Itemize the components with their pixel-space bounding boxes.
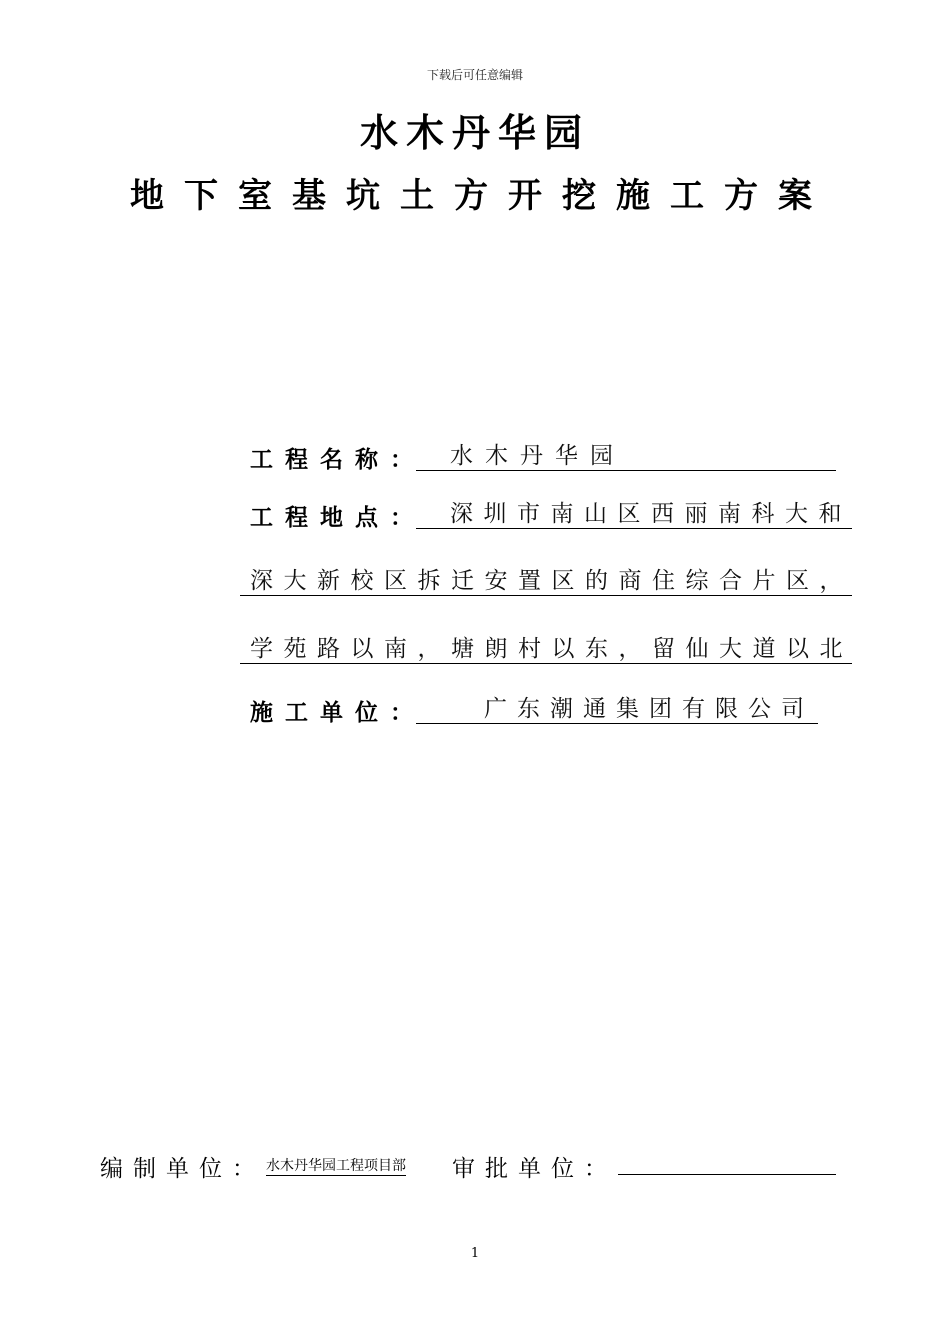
location-line-2: 深大新校区拆迁安置区的商住综合片区， <box>240 566 852 596</box>
contractor-value: 广东潮通集团有限公司 <box>416 694 818 724</box>
approver-blank-line <box>618 1174 836 1175</box>
page-number: 1 <box>470 1246 480 1261</box>
location-line-1: 深圳市南山区西丽南科大和 <box>416 499 852 529</box>
compiler-value: 水木丹华园工程项目部 <box>266 1158 406 1174</box>
header-note: 下载后可任意编辑 <box>426 68 523 82</box>
project-name-value: 水木丹华园 <box>416 441 836 471</box>
document-title: 水木丹华园 <box>359 111 590 155</box>
approver-label: 审批单位： <box>452 1156 617 1182</box>
location-label: 工程地点： <box>250 505 425 531</box>
contractor-label: 施工单位： <box>250 700 425 726</box>
project-name-label: 工程名称： <box>250 447 425 473</box>
compiler-label: 编制单位： <box>100 1156 265 1182</box>
document-subtitle: 地下室基坑土方开挖施工方案 <box>130 176 832 216</box>
location-line-3: 学苑路以南，塘朗村以东，留仙大道以北 <box>240 634 852 664</box>
